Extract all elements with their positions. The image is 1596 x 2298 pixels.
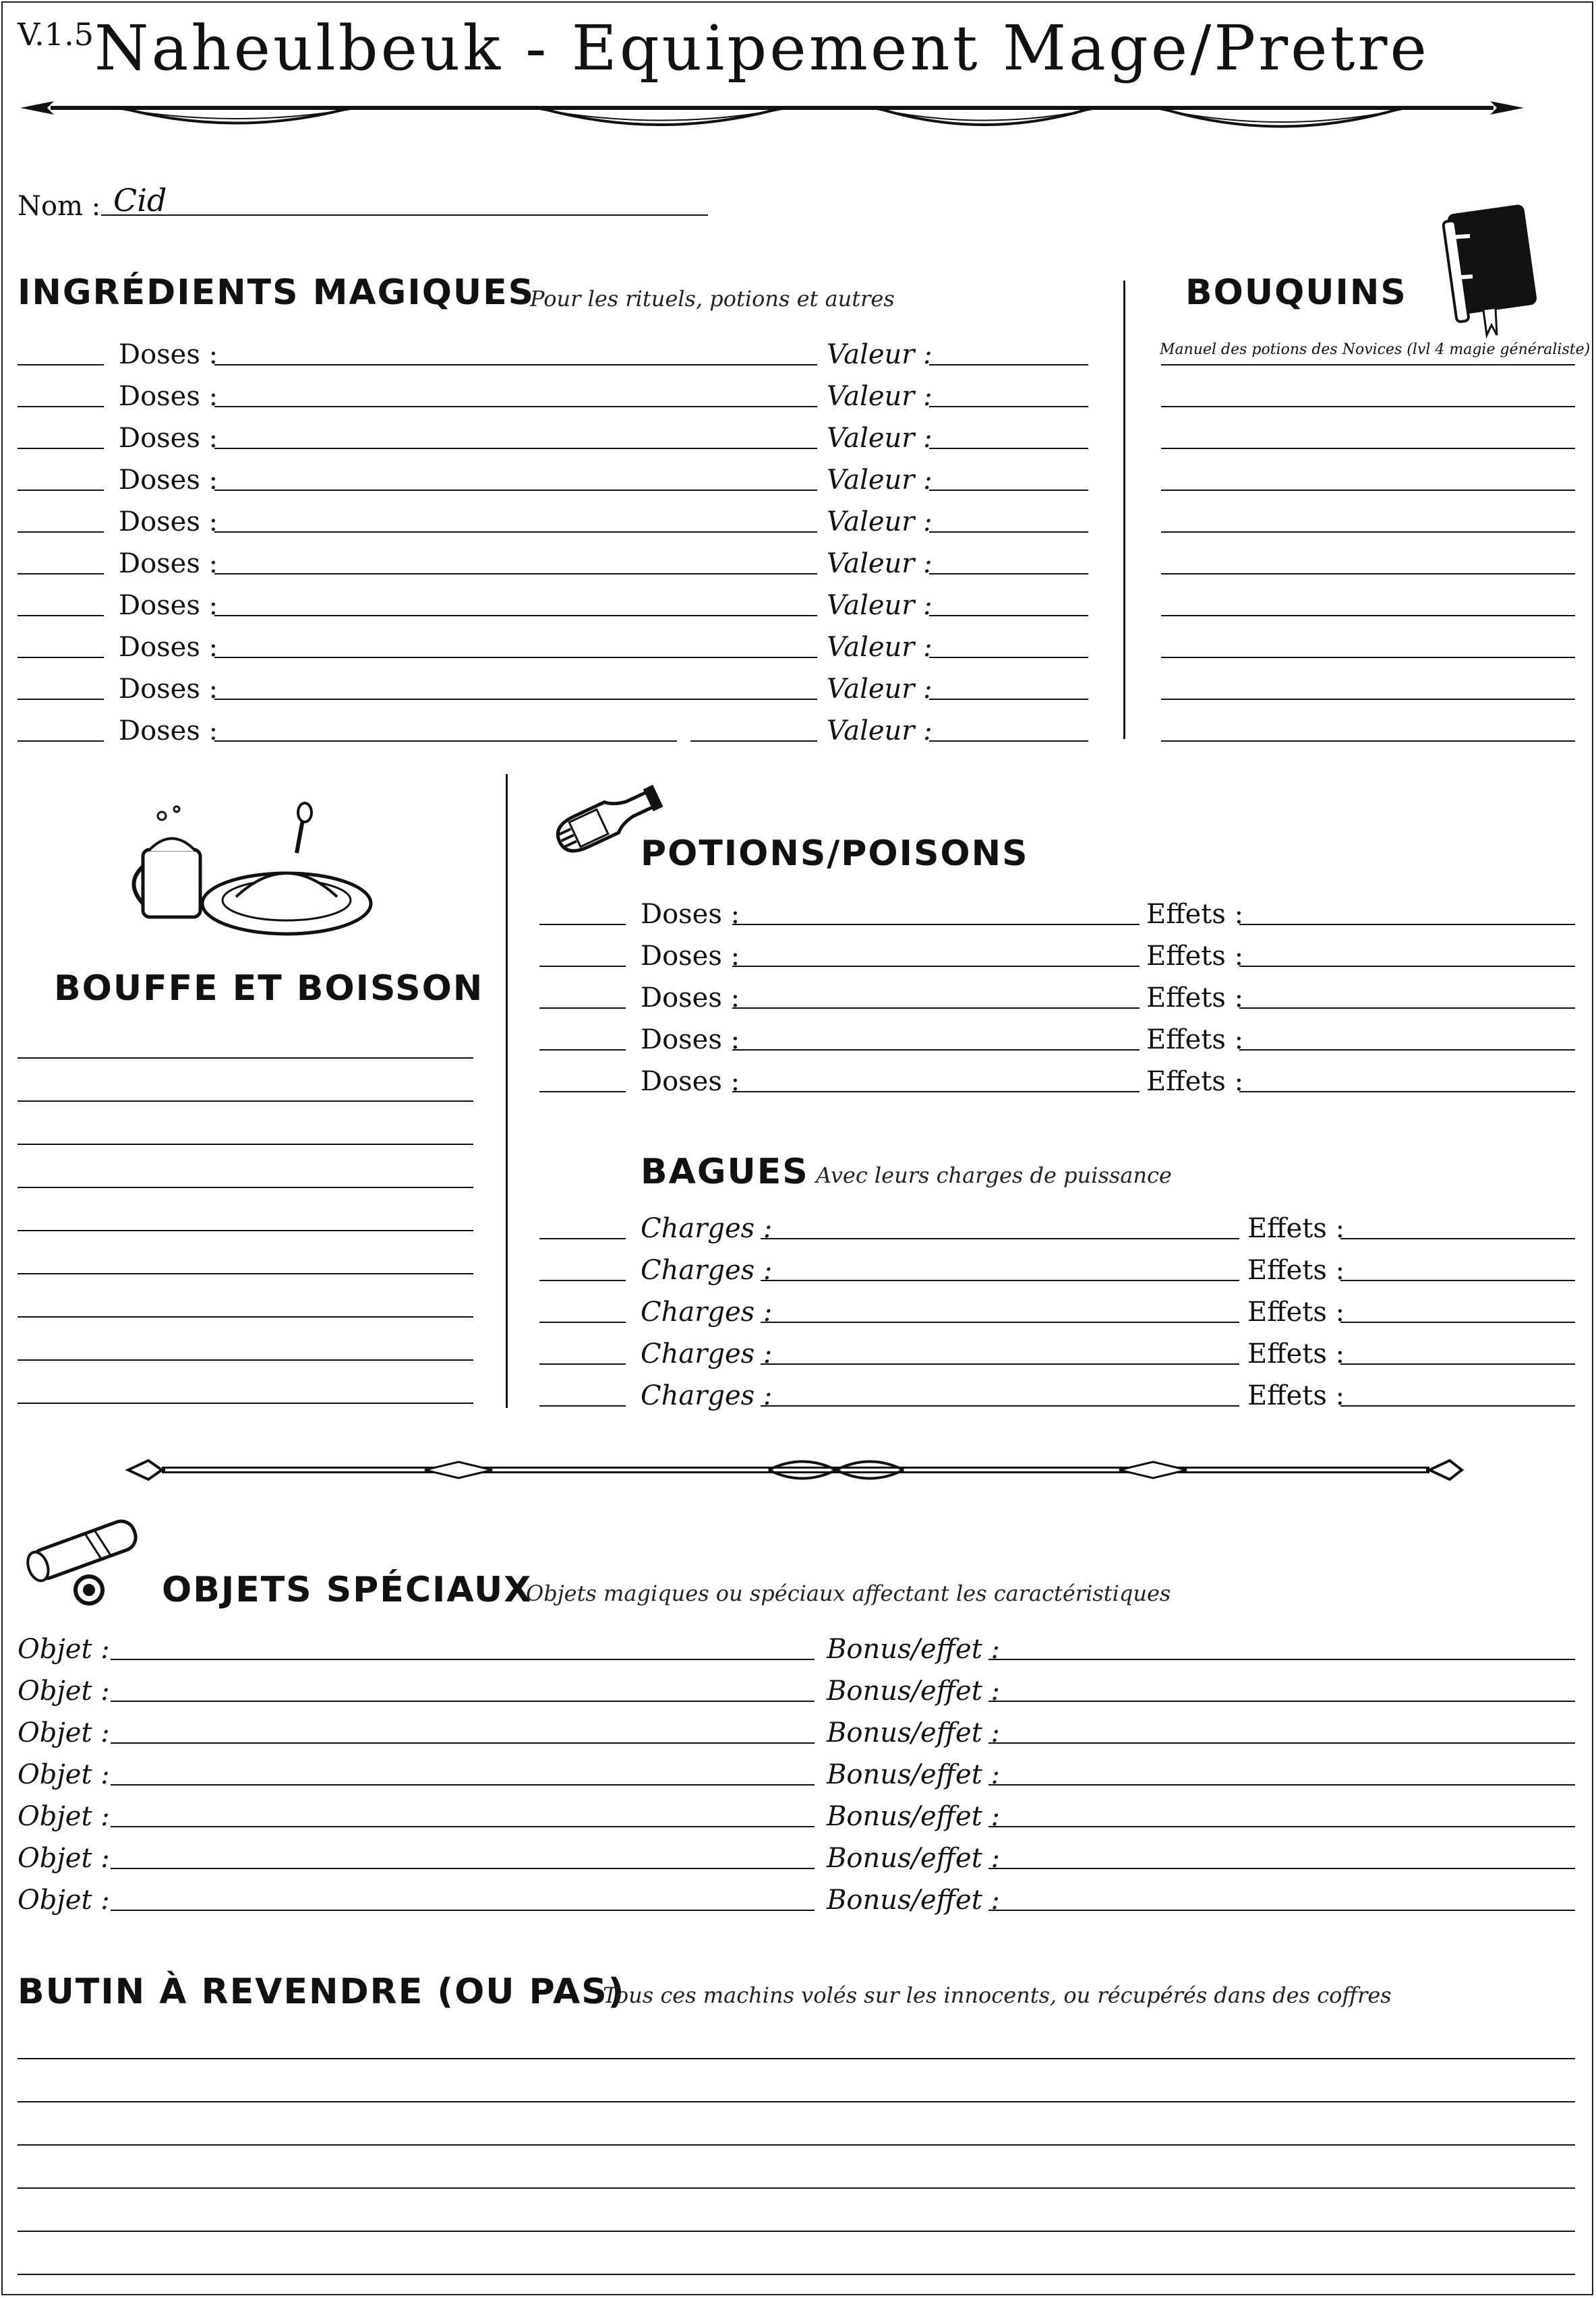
potion-effets-line[interactable] — [1239, 1091, 1575, 1092]
objet-line[interactable] — [111, 1868, 815, 1869]
ingredient-name-line[interactable] — [214, 406, 817, 407]
ingredient-valeur-line[interactable] — [929, 657, 1088, 658]
ingredient-valeur-label: Valeur : — [827, 381, 933, 412]
potion-qty-line[interactable] — [539, 966, 626, 967]
potion-effets-line[interactable] — [1239, 1049, 1575, 1051]
butin-line[interactable] — [18, 2144, 1575, 2146]
bague-effets-label: Effets : — [1247, 1297, 1345, 1328]
ingredient-qty-line[interactable] — [18, 699, 104, 700]
scroll-ring-icon — [16, 1510, 151, 1618]
ingredient-valeur-label: Valeur : — [827, 339, 933, 370]
bague-effets-label: Effets : — [1247, 1213, 1345, 1244]
objet-label: Objet : — [18, 1759, 110, 1790]
ingredient-qty-line[interactable] — [18, 573, 104, 574]
bague-effets-line[interactable] — [1340, 1280, 1575, 1281]
bague-charges-label: Charges : — [641, 1213, 773, 1244]
bague-name-line[interactable] — [761, 1363, 1239, 1365]
butin-line[interactable] — [18, 2231, 1575, 2232]
potion-effets-label: Effets : — [1146, 1024, 1244, 1055]
objet-bonus-line[interactable] — [988, 1784, 1575, 1786]
objet-bonus-label: Bonus/effet : — [827, 1885, 1000, 1916]
food-line[interactable] — [18, 1100, 473, 1102]
ingredient-valeur-line[interactable] — [929, 740, 1088, 742]
bague-name-line[interactable] — [761, 1405, 1239, 1407]
bague-charges-label: Charges : — [641, 1380, 773, 1411]
objet-label: Objet : — [18, 1885, 110, 1916]
spear-divider-icon — [13, 88, 1531, 142]
ingredient-qty-line[interactable] — [18, 740, 104, 742]
potion-doses-label: Doses : — [641, 1024, 740, 1055]
food-line[interactable] — [18, 1187, 473, 1188]
food-divider — [506, 774, 508, 1408]
ingredient-valeur-line[interactable] — [929, 699, 1088, 700]
ingredient-name-line[interactable] — [214, 615, 817, 616]
ingredient-name-line[interactable] — [214, 364, 817, 365]
bague-effets-label: Effets : — [1247, 1255, 1345, 1286]
ingredient-qty-line[interactable] — [18, 364, 104, 365]
ingredient-valeur-line[interactable] — [929, 490, 1088, 491]
ingredient-name-line[interactable] — [214, 573, 817, 574]
bague-name-line[interactable] — [761, 1322, 1239, 1323]
bague-qty-line[interactable] — [539, 1363, 626, 1365]
ingredient-name-line[interactable] — [214, 490, 817, 491]
ingredient-doses-label: Doses : — [119, 548, 218, 579]
bague-effets-line[interactable] — [1340, 1405, 1575, 1407]
ingredient-qty-line[interactable] — [18, 657, 104, 658]
ingredient-qty-line[interactable] — [18, 615, 104, 616]
objet-label: Objet : — [18, 1634, 110, 1665]
objet-bonus-label: Bonus/effet : — [827, 1759, 1000, 1790]
objet-label: Objet : — [18, 1801, 110, 1832]
butin-subtitle: Tous ces machins volés sur les innocents, ou récupérés dans des coffres — [603, 1982, 1392, 2008]
name-value[interactable]: Cid — [113, 182, 167, 218]
ingredient-name-line[interactable] — [214, 448, 817, 449]
objet-bonus-line[interactable] — [988, 1826, 1575, 1827]
bague-charges-label: Charges : — [641, 1297, 773, 1328]
bouquin-line[interactable] — [1161, 531, 1575, 533]
objet-bonus-line[interactable] — [988, 1742, 1575, 1744]
potion-name-line[interactable] — [732, 1049, 1140, 1051]
butin-heading: BUTIN À REVENDRE (OU PAS) — [18, 1972, 626, 2012]
potion-name-line[interactable] — [732, 1007, 1140, 1009]
ingredients-divider — [1123, 281, 1125, 739]
objet-label: Objet : — [18, 1676, 110, 1707]
ingredient-valeur-label: Valeur : — [827, 423, 933, 454]
ingredient-name-line-extra[interactable] — [690, 740, 817, 742]
ingredient-valeur-label: Valeur : — [827, 548, 933, 579]
food-line[interactable] — [18, 1403, 473, 1404]
bouquin-line[interactable] — [1161, 406, 1575, 407]
objet-line[interactable] — [111, 1701, 815, 1702]
ingredient-valeur-label: Valeur : — [827, 590, 933, 621]
version-label: V.1.5 — [18, 16, 94, 53]
ingredient-name-line[interactable] — [214, 740, 677, 742]
staff-divider-icon — [128, 1450, 1463, 1490]
objet-bonus-line[interactable] — [988, 1701, 1575, 1702]
objet-bonus-line[interactable] — [988, 1659, 1575, 1660]
name-field-line — [101, 214, 708, 216]
bague-charges-label: Charges : — [641, 1255, 773, 1286]
potion-name-line[interactable] — [732, 924, 1140, 925]
food-line[interactable] — [18, 1230, 473, 1231]
ingredient-doses-label: Doses : — [119, 339, 218, 370]
potion-qty-line[interactable] — [539, 1091, 626, 1092]
butin-line[interactable] — [18, 2274, 1575, 2275]
bague-effets-label: Effets : — [1247, 1380, 1345, 1411]
objets-subtitle: Objets magiques ou spéciaux affectant les caractéristiques — [526, 1581, 1171, 1606]
potion-name-line[interactable] — [732, 966, 1140, 967]
ingredient-valeur-line[interactable] — [929, 364, 1088, 365]
objet-bonus-line[interactable] — [988, 1910, 1575, 1911]
bague-effets-line[interactable] — [1340, 1238, 1575, 1239]
ingredient-name-line[interactable] — [214, 699, 817, 700]
bouffe-heading: BOUFFE ET BOISSON — [54, 968, 484, 1009]
objet-line[interactable] — [111, 1784, 815, 1786]
ingredient-valeur-label: Valeur : — [827, 632, 933, 663]
ingredient-doses-label: Doses : — [119, 632, 218, 663]
potion-qty-line[interactable] — [539, 1049, 626, 1051]
potion-effets-label: Effets : — [1146, 941, 1244, 972]
bague-qty-line[interactable] — [539, 1280, 626, 1281]
bouquins-heading: BOUQUINS — [1185, 272, 1407, 313]
bouquin-line[interactable] — [1161, 364, 1575, 365]
ingredient-qty-line[interactable] — [18, 448, 104, 449]
potion-qty-line[interactable] — [539, 924, 626, 925]
objets-heading: OBJETS SPÉCIAUX — [162, 1570, 533, 1610]
bouquin-line[interactable] — [1161, 448, 1575, 449]
bague-effets-label: Effets : — [1247, 1338, 1345, 1369]
objet-bonus-label: Bonus/effet : — [827, 1843, 1000, 1874]
bague-name-line[interactable] — [761, 1280, 1239, 1281]
potion-effets-label: Effets : — [1146, 899, 1244, 930]
spellbook-icon — [1436, 197, 1544, 338]
objet-bonus-label: Bonus/effet : — [827, 1634, 1000, 1665]
food-line[interactable] — [18, 1316, 473, 1318]
bouquin-line[interactable] — [1161, 740, 1575, 742]
objet-line[interactable] — [111, 1659, 815, 1660]
food-line[interactable] — [18, 1144, 473, 1145]
potion-doses-label: Doses : — [641, 899, 740, 930]
ingredient-qty-line[interactable] — [18, 531, 104, 533]
objet-line[interactable] — [111, 1742, 815, 1744]
bague-effets-line[interactable] — [1340, 1322, 1575, 1323]
ingredient-name-line[interactable] — [214, 657, 817, 658]
objet-label: Objet : — [18, 1843, 110, 1874]
bague-qty-line[interactable] — [539, 1405, 626, 1407]
ingredient-valeur-line[interactable] — [929, 615, 1088, 616]
ingredient-qty-line[interactable] — [18, 490, 104, 491]
butin-line[interactable] — [18, 2187, 1575, 2189]
food-line[interactable] — [18, 1057, 473, 1059]
potion-doses-label: Doses : — [641, 941, 740, 972]
objet-bonus-label: Bonus/effet : — [827, 1676, 1000, 1707]
potion-effets-line[interactable] — [1239, 924, 1575, 925]
ingredient-doses-label: Doses : — [119, 465, 218, 496]
bouquins-entry-1[interactable]: Manuel des potions des Novices (lvl 4 magie généraliste) — [1160, 341, 1591, 358]
ingredient-valeur-label: Valeur : — [827, 506, 933, 537]
objet-line[interactable] — [111, 1826, 815, 1827]
potion-doses-label: Doses : — [641, 982, 740, 1013]
ingredient-qty-line[interactable] — [18, 406, 104, 407]
potion-effets-line[interactable] — [1239, 966, 1575, 967]
bouquin-line[interactable] — [1161, 699, 1575, 700]
ingredient-valeur-line[interactable] — [929, 573, 1088, 574]
bague-name-line[interactable] — [761, 1238, 1239, 1239]
butin-line[interactable] — [18, 2101, 1575, 2102]
objet-bonus-line[interactable] — [988, 1868, 1575, 1869]
ingredients-subtitle: Pour les rituels, potions et autres — [530, 286, 895, 312]
objet-bonus-label: Bonus/effet : — [827, 1801, 1000, 1832]
potion-qty-line[interactable] — [539, 1007, 626, 1009]
potion-effets-label: Effets : — [1146, 1066, 1244, 1097]
objet-label: Objet : — [18, 1717, 110, 1748]
objet-line[interactable] — [111, 1910, 815, 1911]
butin-line[interactable] — [18, 2058, 1575, 2059]
potion-effets-line[interactable] — [1239, 1007, 1575, 1009]
bouquin-line[interactable] — [1161, 490, 1575, 491]
bouquin-line[interactable] — [1161, 615, 1575, 616]
bague-charges-label: Charges : — [641, 1338, 773, 1369]
potions-heading: POTIONS/POISONS — [641, 833, 1029, 874]
food-plate-icon — [135, 802, 378, 944]
potion-doses-label: Doses : — [641, 1066, 740, 1097]
ingredient-valeur-line[interactable] — [929, 448, 1088, 449]
ingredient-doses-label: Doses : — [119, 590, 218, 621]
objet-bonus-label: Bonus/effet : — [827, 1717, 1000, 1748]
ingredient-valeur-label: Valeur : — [827, 715, 933, 746]
potion-name-line[interactable] — [732, 1091, 1140, 1092]
bagues-subtitle: Avec leurs charges de puissance — [816, 1162, 1172, 1188]
bouquin-line[interactable] — [1161, 657, 1575, 658]
bouquin-line[interactable] — [1161, 573, 1575, 574]
ingredient-doses-label: Doses : — [119, 715, 218, 746]
bague-qty-line[interactable] — [539, 1322, 626, 1323]
ingredient-valeur-label: Valeur : — [827, 674, 933, 705]
ingredient-valeur-line[interactable] — [929, 531, 1088, 533]
food-line[interactable] — [18, 1273, 473, 1274]
ingredient-valeur-line[interactable] — [929, 406, 1088, 407]
ingredients-heading: INGRÉDIENTS MAGIQUES — [18, 272, 535, 313]
bague-effets-line[interactable] — [1340, 1363, 1575, 1365]
bagues-heading: BAGUES — [641, 1152, 809, 1192]
name-label: Nom : — [18, 191, 101, 222]
ingredient-doses-label: Doses : — [119, 381, 218, 412]
ingredient-doses-label: Doses : — [119, 423, 218, 454]
potion-effets-label: Effets : — [1146, 982, 1244, 1013]
ingredient-name-line[interactable] — [214, 531, 817, 533]
food-line[interactable] — [18, 1359, 473, 1361]
ingredient-doses-label: Doses : — [119, 674, 218, 705]
page-title: Naheulbeuk - Equipement Mage/Pretre — [94, 12, 1429, 84]
ingredient-doses-label: Doses : — [119, 506, 218, 537]
bague-qty-line[interactable] — [539, 1238, 626, 1239]
ingredient-valeur-label: Valeur : — [827, 465, 933, 496]
